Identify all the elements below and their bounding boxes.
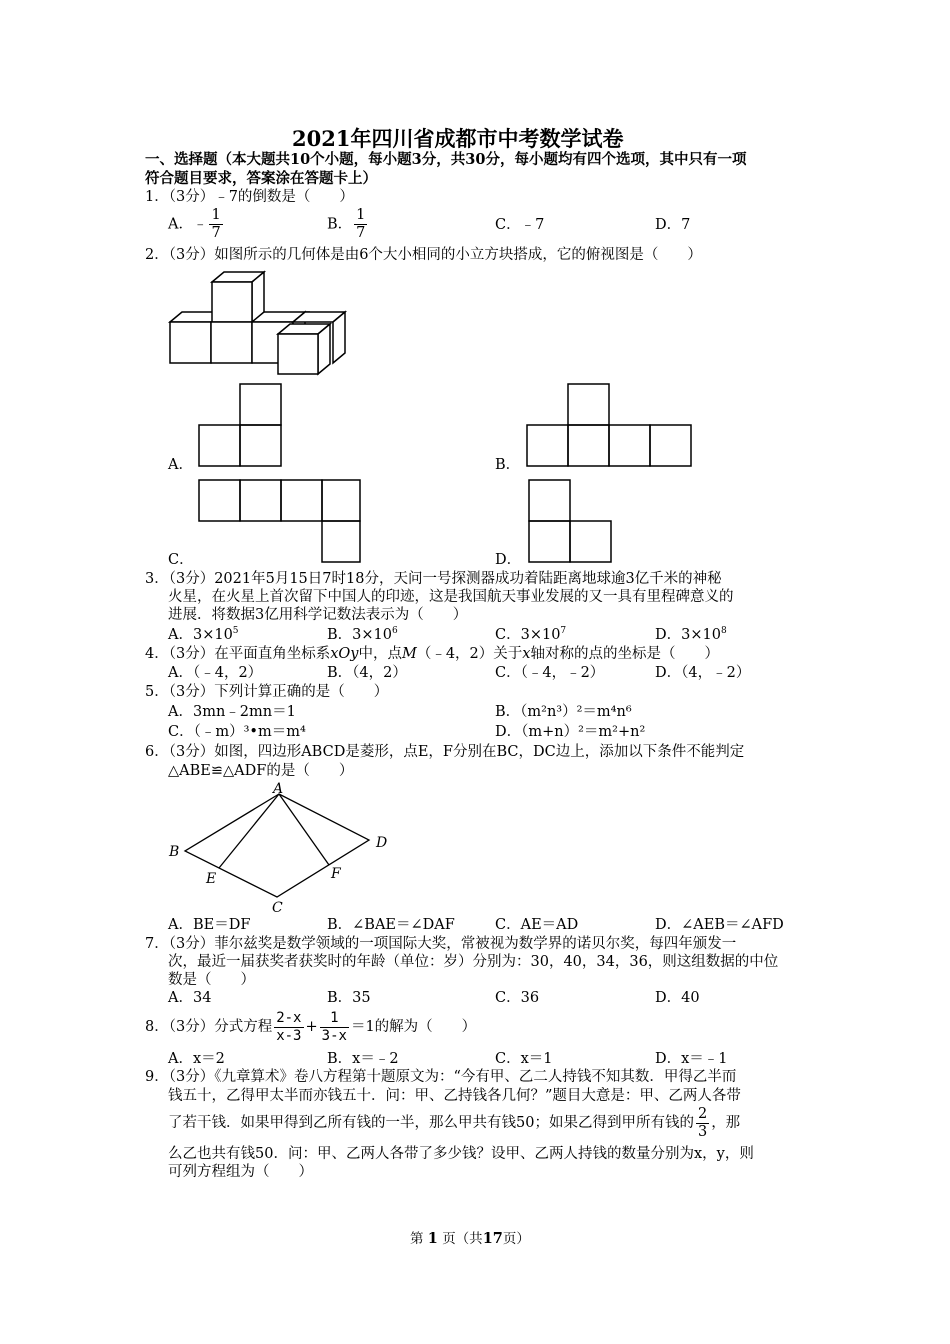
q9-line4: 么乙也共有钱50．问：甲、乙两人各带了多少钱？设甲、乙两人持钱的数量分别为x，y，则 [168,1146,754,1162]
q3-a-text: A．3×10 [168,627,233,643]
q2-option-c-figure [198,479,368,564]
q9-frac-num: 2 [697,1105,708,1122]
q3-b-text: B．3×10 [327,627,392,643]
q2-option-d-figure [528,479,618,564]
footer-total-pages: 17 [482,1230,503,1247]
q8-f1-num: 2-x [276,1009,302,1026]
q3-b-exp: 6 [391,626,398,636]
q9-line1: 9．（3分）《九章算术》卷八方程第十题原文为：“今有甲、乙二人持钱不知其数．甲得乙半而 [145,1069,737,1085]
q6-label-b: B [169,844,180,860]
q3-option-a [168,626,239,644]
q9-line2: 钱五十，乙得甲太半而亦钱五十．问：甲、乙持钱各几何？”题目大意是：甲、乙两人各带 [168,1088,741,1104]
q3-option-d [655,626,727,644]
q1-a-num: 1 [211,207,221,223]
q4-stem-axis: x [522,646,531,662]
q4-stem-point: M [401,646,417,662]
section-heading-line1: 一、选择题（本大题共10个小题，每小题3分，共30分，每小题均有四个选项，其中只有一项 [145,151,747,168]
q7-line3: 数是（ ） [168,972,255,988]
q1-b-num: 1 [356,207,366,223]
q1-option-b [327,207,369,242]
q2-option-b-label: B． [495,457,521,473]
q1-a-fraction [209,207,222,242]
footer-post: 页） [502,1231,530,1247]
section-heading-line2: 符合题目要求，答案涂在答题卡上） [145,170,377,187]
q4-option-b: B．（4，2） [327,665,407,681]
q9-frac-den: 3 [697,1123,708,1140]
q8-stem-pre: 8．（3分）分式方程 [145,1019,273,1035]
q6-rhombus-figure [165,780,405,920]
q1-a-sign: ﹣ [192,216,208,233]
page-title: 2021年四川省成都市中考数学试卷 [292,126,624,151]
q8-option-b: B．x＝﹣2 [327,1051,399,1067]
q6-label-f: F [331,866,341,882]
q3-line1: 3．（3分）2021年5月15日7时18分，天问一号探测器成功着陆距离地球逾3亿千米的神秘 [145,571,722,587]
q2-option-a-figure [198,383,288,468]
q8-f2-num: 1 [320,1010,349,1028]
q8-option-a: A．x＝2 [168,1051,225,1067]
q4-stem-post: 轴对称的点的坐标是（ ） [530,646,719,662]
q7-line1: 7．（3分）菲尔兹奖是数学领域的一项国际大奖，常被视为数学界的诺贝尔奖，每四年颁发一 [145,936,737,952]
q3-c-text: C．3×10 [495,627,561,643]
q7-option-a: A．34 [168,990,212,1006]
q8-f1-den: x-3 [276,1027,302,1044]
q2-stem: 2．（3分）如图所示的几何体是由6个大小相同的小立方块搭成，它的俯视图是（ ） [145,247,702,263]
q6-option-c: C．AE＝AD [495,917,579,933]
q1-b-fraction [354,207,367,242]
q3-line3: 进展．将数据3亿用科学记数法表示为（ ） [168,607,468,623]
q9-line3-pre: 了若干钱．如果甲得到乙所有钱的一半，那么甲共有钱50；如果乙得到甲所有钱的 [168,1115,694,1131]
q9-line3 [168,1105,740,1141]
q3-a-exp: 5 [232,626,239,636]
q1-stem: 1．（3分）﹣7的倒数是（ ） [145,189,354,205]
q8-f2-den: 3-x [321,1027,347,1044]
q3-d-text: D．3×10 [655,627,721,643]
q5-option-d: D．（m+n）²＝m²+n² [495,724,646,740]
q5-option-a: A．3mn﹣2mn＝1 [168,704,296,720]
q1-a-label: A． [168,216,193,233]
q5-option-c: C．（﹣m）³•m＝m⁴ [168,724,306,740]
q9-line5: 可列方程组为（ ） [168,1164,313,1180]
q3-c-exp: 7 [560,626,567,636]
footer-pre: 第 [410,1231,424,1247]
q2-option-d-label: D． [495,552,522,568]
q8-option-d: D．x＝﹣1 [655,1051,728,1067]
q7-option-b: B．35 [327,990,371,1006]
footer-mid: 页（共 [442,1231,483,1247]
q7-option-c: C．36 [495,990,540,1006]
q2-option-a-label: A． [168,457,193,473]
q3-line2: 火星，在火星上首次留下中国人的印迹，这是我国航天事业发展的又一具有里程碑意义的 [168,589,734,605]
q4-stem-pre: 4．（3分）在平面直角坐标系 [145,646,331,662]
q3-option-c [495,626,566,644]
q2-option-c-label: C． [168,552,194,568]
q4-stem [145,645,719,663]
q9-line3-post: ，那 [711,1115,741,1131]
q4-stem-coord: （﹣4，2）关于 [416,646,523,662]
q7-line2: 次，最近一届获奖者获奖时的年龄（单位：岁）分别为：30，40，34，36，则这组数据的中位 [168,954,779,970]
q4-option-d: D．（4，﹣2） [655,665,751,681]
q6-label-a: A [273,781,284,797]
q3-option-b [327,626,398,644]
q9-fraction [696,1106,709,1141]
q8-fraction-1 [274,1010,303,1045]
q8-stem-post: ＝1的解为（ ） [350,1019,477,1035]
q2-solid-figure [165,278,365,388]
q4-option-a: A．（﹣4，2） [168,665,263,681]
q4-stem-mid: 中，点 [358,646,402,662]
q6-option-d: D．∠AEB＝∠AFD [655,917,784,933]
q6-label-d: D [376,835,388,851]
q3-d-exp: 8 [720,626,727,636]
q1-a-den: 7 [211,225,221,241]
q5-option-b: B．（m²n³）²＝m⁴n⁶ [495,704,632,720]
page-footer [410,1230,530,1248]
q8-plus: + [305,1019,318,1035]
q8-option-c: C．x＝1 [495,1051,553,1067]
q1-option-a [168,207,225,242]
q6-option-a: A．BE＝DF [168,917,251,933]
q8-stem [145,1009,476,1045]
q6-line2: △ABE≌△ADF的是（ ） [168,763,354,779]
q4-option-c: C．（﹣4，﹣2） [495,665,605,681]
q6-line1: 6．（3分）如图，四边形ABCD是菱形，点E，F分别在BC，DC边上，添加以下条件不能判定 [145,744,745,760]
q1-option-c: C．﹣7 [495,217,545,233]
q5-stem: 5．（3分）下列计算正确的是（ ） [145,684,389,700]
footer-page-number: 1 [427,1230,438,1247]
q8-fraction-2 [320,1010,349,1045]
q6-label-c: C [272,900,283,916]
q1-b-label: B． [327,216,353,233]
q4-stem-var: xOy [330,646,359,662]
q6-option-b: B．∠BAE＝∠DAF [327,917,455,933]
q2-option-b-figure [526,383,696,468]
q7-option-d: D．40 [655,990,700,1006]
q1-option-d: D．7 [655,217,691,233]
q6-label-e: E [206,871,217,887]
q1-b-den: 7 [356,225,366,241]
